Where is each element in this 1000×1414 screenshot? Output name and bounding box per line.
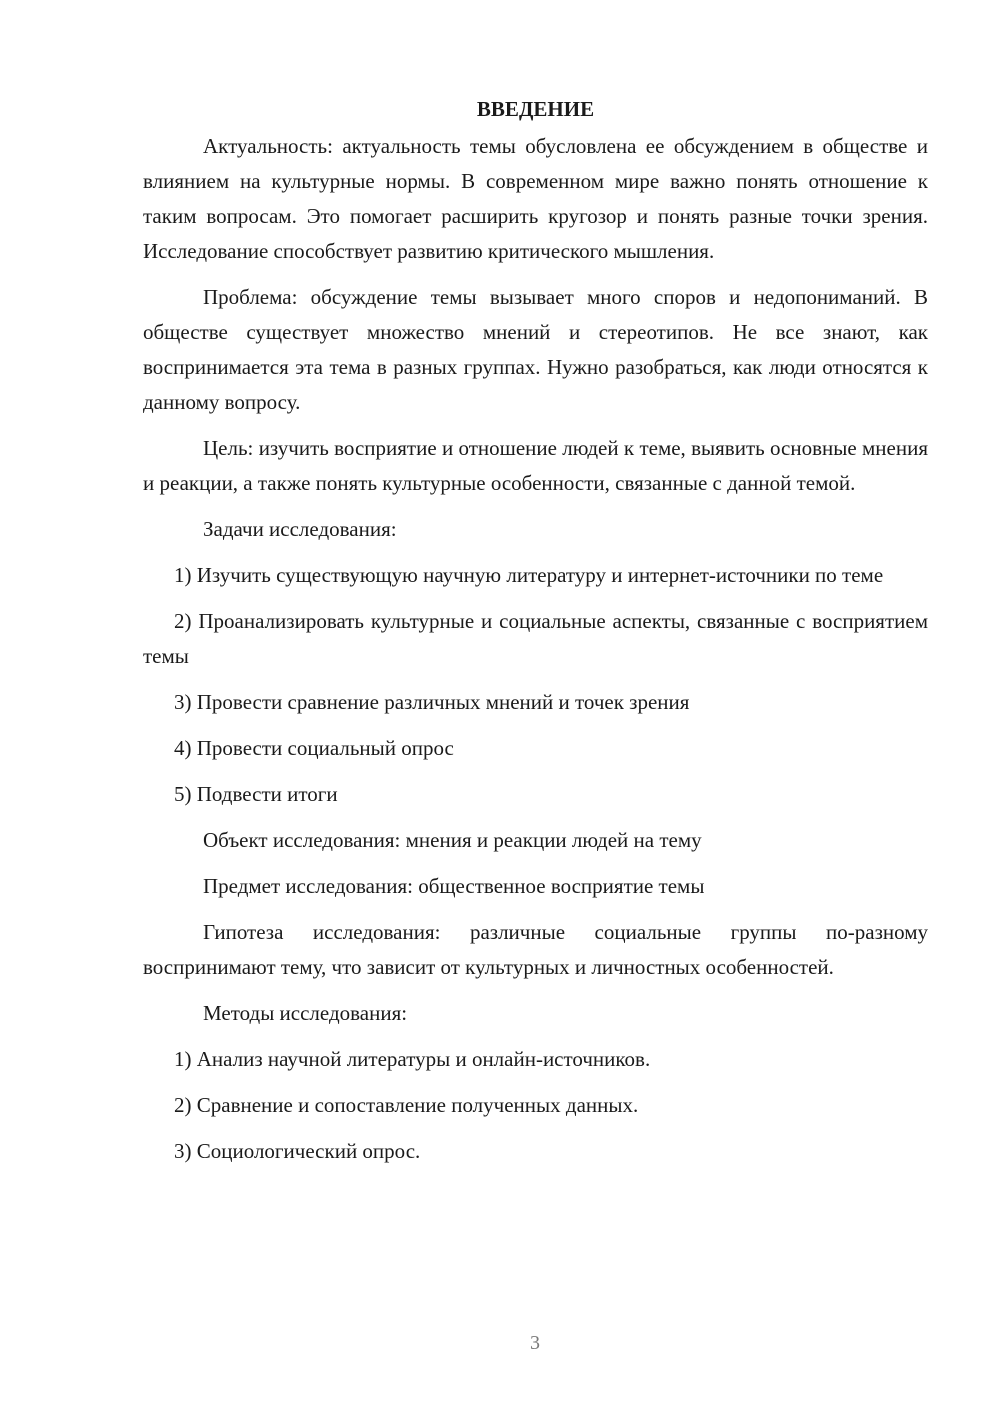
method-item: 2) Сравнение и сопоставление полученных данных. [174,1093,639,1117]
tasks-heading: Задачи исследования: [203,517,397,541]
page-number: 3 [530,1332,540,1354]
task-item: 3) Провести сравнение различных мнений и точек зрения [174,690,690,714]
paragraph-subject: Предмет исследования: общественное восприятие темы [203,874,705,898]
paragraph-hypothesis: Гипотеза исследования: различные социальные группы по-разному воспринимают тему, что зависит от культурных и личностных особенностей. [143,920,928,979]
section-title: ВВЕДЕНИЕ [476,97,595,121]
task-item: 4) Провести социальный опрос [174,736,454,760]
task-item: 1) Изучить существующую научную литературу и интернет-источники по теме [174,563,884,587]
paragraph-problem: Проблема: обсуждение темы вызывает много споров и недопониманий. В обществе существует множество мнений и стереотипов. Не все знают, как воспринимается эта тема в разных группах. Нужно разобраться, как люди относятся к данному вопросу. [143,285,928,414]
paragraph-relevance: Актуальность: актуальность темы обусловлена ее обсуждением в обществе и влиянием на культурные нормы. В современном мире важно понять отношение к таким вопросам. Это помогает расширить кругозор и понять разные точки зрения. Исследование способствует развитию критического мышления. [143,134,928,263]
page-content [143,92,928,1180]
task-item: 5) Подвести итоги [174,782,338,806]
method-item: 3) Социологический опрос. [174,1139,421,1163]
method-item: 1) Анализ научной литературы и онлайн-источников. [174,1047,651,1071]
paragraph-object: Объект исследования: мнения и реакции людей на тему [203,828,702,852]
methods-heading: Методы исследования: [203,1001,408,1025]
task-item: 2) Проанализировать культурные и социальные аспекты, связанные с восприятием темы [143,609,928,668]
paragraph-goal: Цель: изучить восприятие и отношение людей к теме, выявить основные мнения и реакции, а также понять культурные особенности, связанные с данной темой. [143,436,928,495]
